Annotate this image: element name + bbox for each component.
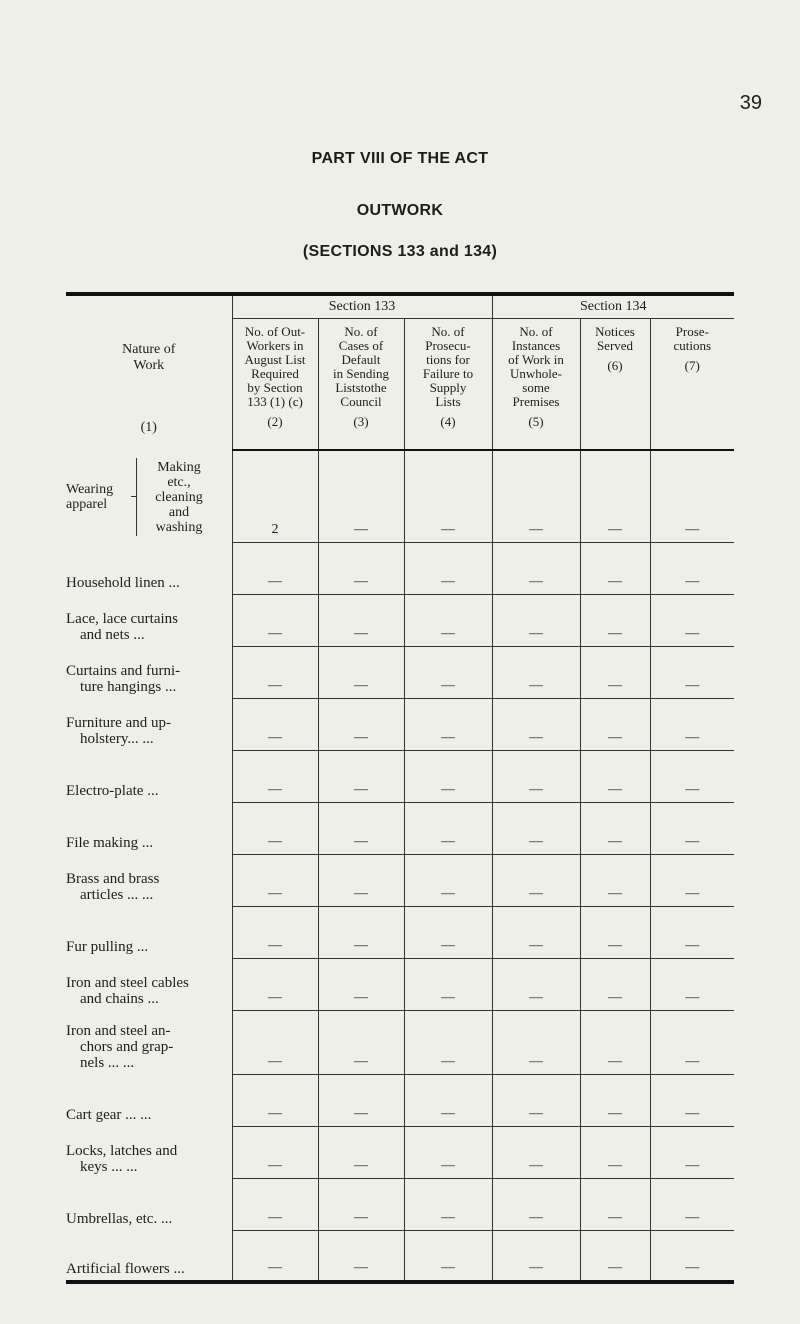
table-cell: — — [318, 854, 404, 906]
table-cell: — — [580, 1126, 650, 1178]
nature-of-work-header: Nature of Work (1) — [122, 342, 176, 435]
table-cell: — — [492, 1178, 580, 1230]
table-cell: — — [650, 542, 734, 594]
column-header-2: No. of Out- Workers in August List Required by Section 133 (1) (c) (2) — [232, 319, 318, 451]
table-cell: — — [492, 594, 580, 646]
table-cell: — — [404, 1074, 492, 1126]
table-cell: — — [580, 802, 650, 854]
table-cell: — — [580, 1178, 650, 1230]
table-cell: — — [650, 1074, 734, 1126]
table-cell: — — [232, 646, 318, 698]
table-cell: — — [318, 1126, 404, 1178]
table-cell: — — [492, 802, 580, 854]
table-cell: — — [492, 750, 580, 802]
row-label: Umbrellas, etc. ... — [66, 1211, 173, 1227]
table-cell: — — [580, 450, 650, 542]
table-cell: — — [580, 958, 650, 1010]
row-label: File making ... — [66, 835, 154, 851]
table-cell: — — [650, 1178, 734, 1230]
table-cell: — — [404, 1230, 492, 1282]
table-cell: — — [492, 646, 580, 698]
table-cell: — — [580, 1010, 650, 1074]
table-cell: — — [580, 854, 650, 906]
table-cell: — — [232, 1230, 318, 1282]
table-cell: — — [232, 1074, 318, 1126]
table-cell: — — [318, 646, 404, 698]
table-cell: — — [650, 750, 734, 802]
table-cell: — — [232, 802, 318, 854]
table-cell: — — [580, 1074, 650, 1126]
sections-subtitle: (SECTIONS 133 and 134) — [302, 243, 498, 260]
table-row — [66, 698, 734, 750]
table-cell: 2 — [232, 450, 318, 542]
table-cell: — — [232, 542, 318, 594]
table-cell: — — [404, 594, 492, 646]
table-cell: — — [404, 1126, 492, 1178]
table-cell: — — [650, 1230, 734, 1282]
table-cell: — — [650, 906, 734, 958]
table-row — [66, 542, 734, 594]
row-label: Cart gear ... ... — [66, 1107, 152, 1123]
row-label: Electro-plate ... — [66, 783, 159, 799]
table-cell: — — [404, 542, 492, 594]
row-label: Iron and steel an- chors and grap- nels ... ... — [66, 1023, 174, 1071]
table-cell: — — [404, 750, 492, 802]
page-number: 39 — [739, 92, 762, 114]
table-cell: — — [318, 958, 404, 1010]
table-cell: — — [318, 802, 404, 854]
table-cell: — — [318, 450, 404, 542]
table-cell: — — [492, 854, 580, 906]
table-cell: — — [650, 1126, 734, 1178]
row-label: Fur pulling ... — [66, 939, 149, 955]
table-cell: — — [650, 646, 734, 698]
table-cell: — — [318, 1230, 404, 1282]
part-title: PART VIII OF THE ACT — [311, 150, 489, 167]
table-cell: — — [650, 854, 734, 906]
table-row — [66, 594, 734, 646]
column-header-7: Prose- cutions (7) — [650, 319, 734, 451]
table-cell: — — [318, 906, 404, 958]
table-row — [66, 750, 734, 802]
table-cell: — — [492, 958, 580, 1010]
table-cell: — — [232, 1126, 318, 1178]
table-row — [66, 854, 734, 906]
table-cell: — — [492, 1010, 580, 1074]
section-133-header: Section 133 — [232, 294, 492, 319]
table-row — [66, 1126, 734, 1178]
table-cell: — — [492, 1230, 580, 1282]
table-cell: — — [232, 1178, 318, 1230]
row-label: Locks, latches and keys ... ... — [66, 1143, 178, 1175]
row-label: Household linen ... — [66, 575, 180, 591]
table-cell: — — [318, 1074, 404, 1126]
table-cell: — — [492, 906, 580, 958]
table-cell: — — [404, 802, 492, 854]
table-cell: — — [318, 594, 404, 646]
table-row — [66, 1010, 734, 1074]
table-cell: — — [492, 450, 580, 542]
table-cell: — — [232, 1010, 318, 1074]
table-cell: — — [404, 646, 492, 698]
table-cell: — — [318, 542, 404, 594]
row-label: Artificial flowers ... — [66, 1261, 185, 1277]
row-label: Iron and steel cables and chains ... — [66, 975, 189, 1007]
table-cell: — — [232, 750, 318, 802]
table-row — [66, 958, 734, 1010]
row-label: Brass and brass articles ... ... — [66, 871, 160, 903]
table-cell: — — [318, 750, 404, 802]
table-row — [66, 1230, 734, 1282]
table-cell: — — [650, 594, 734, 646]
column-header-3: No. of Cases of Default in Sending Liststothe Council (3) — [318, 319, 404, 451]
table-cell: — — [580, 542, 650, 594]
table-cell: — — [404, 958, 492, 1010]
table-cell: — — [318, 1178, 404, 1230]
table-row — [66, 906, 734, 958]
row-label: Furniture and up- holstery... ... — [66, 715, 171, 747]
table-cell: — — [232, 698, 318, 750]
outwork-table — [66, 292, 734, 1284]
table-row — [66, 450, 734, 542]
table-cell: — — [580, 906, 650, 958]
table-cell: — — [580, 646, 650, 698]
table-cell: — — [492, 1074, 580, 1126]
column-header-4: No. of Prosecu- tions for Failure to Supply Lists (4) — [404, 319, 492, 451]
table-cell: — — [580, 750, 650, 802]
table-cell: — — [404, 1010, 492, 1074]
table-cell: — — [318, 1010, 404, 1074]
table-cell: — — [580, 594, 650, 646]
table-cell: — — [650, 450, 734, 542]
table-cell: — — [650, 958, 734, 1010]
table-cell: — — [404, 698, 492, 750]
table-cell: — — [318, 698, 404, 750]
table-cell: — — [404, 1178, 492, 1230]
table-cell: — — [650, 1010, 734, 1074]
table-row — [66, 646, 734, 698]
row-label: Lace, lace curtains and nets ... — [66, 611, 179, 643]
table-cell: — — [650, 802, 734, 854]
table-cell: — — [404, 854, 492, 906]
column-header-6: Notices Served (6) — [580, 319, 650, 451]
table-cell: — — [580, 1230, 650, 1282]
row-label: Curtains and furni- ture hangings ... — [66, 663, 181, 695]
row-label-wearing-apparel: Wearing apparel Making etc., cleaning and washing — [66, 459, 203, 535]
section-134-header: Section 134 — [492, 294, 734, 319]
table-cell: — — [404, 906, 492, 958]
table-cell: — — [580, 698, 650, 750]
table-cell: — — [650, 698, 734, 750]
column-header-5: No. of Instances of Work in Unwhole- some Premises (5) — [492, 319, 580, 451]
table-cell: — — [232, 958, 318, 1010]
table-cell: — — [232, 854, 318, 906]
table-cell: — — [492, 1126, 580, 1178]
table-cell: — — [492, 698, 580, 750]
table-cell: — — [232, 594, 318, 646]
table-row — [66, 1074, 734, 1126]
table-row — [66, 1178, 734, 1230]
table-row — [66, 802, 734, 854]
table-cell: — — [232, 906, 318, 958]
outwork-title: OUTWORK — [356, 202, 444, 219]
table-cell: — — [404, 450, 492, 542]
brace-divider — [126, 458, 137, 536]
table-cell: — — [492, 542, 580, 594]
